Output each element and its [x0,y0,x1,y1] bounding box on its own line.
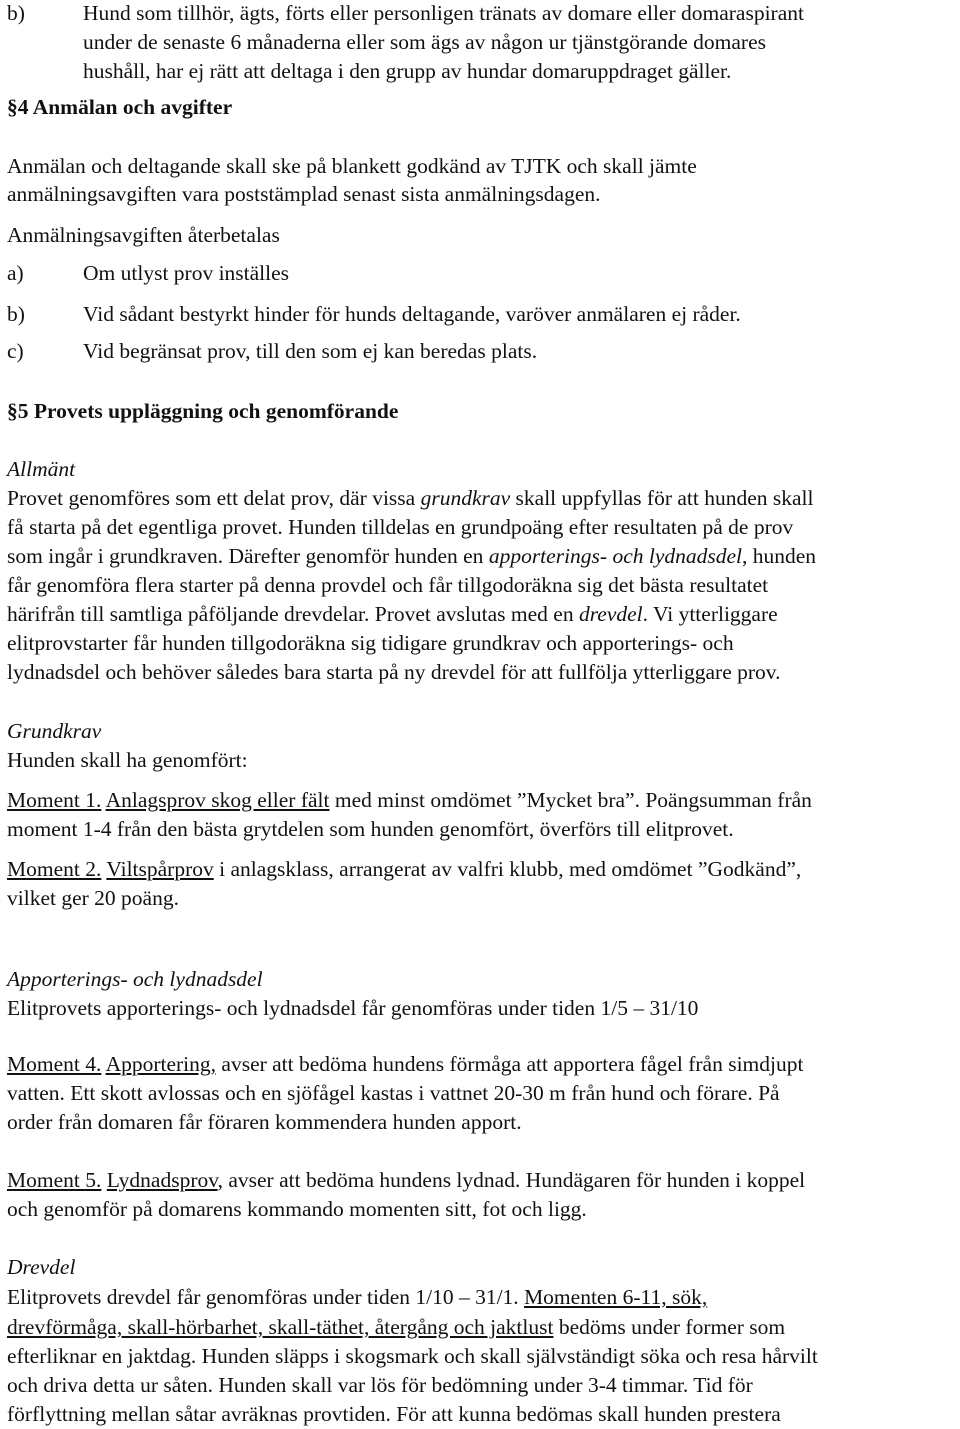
subsection-title: Apporterings- och lydnadsdel [7,967,263,991]
paragraph-line: Elitprovets drevdel får genomföras under tiden 1/10 – 31/1. Momenten 6-11, sök, [7,1285,708,1309]
list-item [7,259,957,288]
moment-label: Moment 2. [7,857,102,881]
paragraph-line: Provet genomföres som ett delat prov, där vissa grundkrav skall uppfyllas för att hunden skall [7,486,814,510]
paragraph-line: förflyttning mellan såtar avräknas provtiden. För att kunna bedömas skall hunden prestera [7,1402,781,1426]
item-label: b) [7,1,25,25]
subsection-title: Grundkrav [7,719,102,743]
paragraph-line: Hunden skall ha genomfört: [7,748,248,772]
paragraph-line: order från domaren får föraren kommendera hunden apport. [7,1110,522,1134]
paragraph-line: som ingår i grundkraven. Därefter genomför hunden en apporterings- och lydnadsdel, hunden [7,544,817,568]
section-symbol: § [7,95,18,119]
paragraph-line: elitprovstarter får hunden tillgodoräkna sig tidigare grundkrav och apporterings- och [7,631,734,655]
section-heading-text: 4 Anmälan och avgifter [17,95,233,119]
item-text-line: Hund som tillhör, ägts, förts eller personligen tränats av domare eller domaraspirant [83,1,804,25]
paragraph-line: moment 1-4 från den bästa grytdelen som hunden genomfört, överförs till elitprovet. [7,817,734,841]
refund-title: Anmälningsavgiften återbetalas [7,223,280,247]
paragraph-line: och genomför på domarens kommando momenten sitt, fot och ligg. [7,1197,587,1221]
paragraph-line: härifrån till samtliga påföljande drevdelar. Provet avslutas med en drevdel. Vi ytterliggare [7,602,778,626]
moment-label: Moment 1. [7,788,102,812]
paragraph-line: får genomföra flera starter på denna provdel och får tillgodoräkna sig det bästa resultatet [7,573,769,597]
paragraph-line: Anmälan och deltagande skall ske på blankett godkänd av TJTK och skall jämte [7,154,697,178]
moment-name: Apportering, [105,1052,217,1076]
moment-1: Moment 1. Anlagsprov skog eller fält med minst omdömet ”Mycket bra”. Poängsumman från [7,788,812,812]
moment-name: Anlagsprov skog eller fält [105,788,330,812]
moment-label: Moment 4. [7,1052,102,1076]
moment-5: Moment 5. Lydnadsprov, avser att bedöma hundens lydnad. Hundägaren för hunden i koppel [7,1168,806,1192]
item-text: Om utlyst prov inställes [83,261,290,285]
item-text: Vid sådant bestyrkt hinder för hunds deltagande, varöver anmälaren ej råder. [83,302,741,326]
paragraph-line: vatten. Ett skott avlossas och en sjöfågel kastas i vattnet 20-30 m från hund och förare. På [7,1081,780,1105]
section-heading [7,397,957,426]
paragraph-line: vilket ger 20 poäng. [7,886,179,910]
moment-name: Viltspårprov [106,857,214,881]
paragraph-line: få starta på det egentliga provet. Hunden tilldelas en grundpoäng efter resultaten på de prov [7,515,794,539]
section-heading [7,93,957,122]
paragraph-line: Elitprovets apporterings- och lydnadsdel får genomföras under tiden 1/5 – 31/10 [7,996,699,1020]
paragraph-line: efterliknar en jaktdag. Hunden släpps i skogsmark och skall självständigt söka och resa hårvilt [7,1344,818,1368]
list-item [7,337,957,366]
item-label: a) [7,261,24,285]
moment-4: Moment 4. Apportering, avser att bedöma hundens förmåga att apportera fågel från simdjupt [7,1052,804,1076]
paragraph-line: lydnadsdel och behöver således bara starta på ny drevdel för att fullfölja ytterliggare prov. [7,660,781,684]
subsection-title: Allmänt [7,457,76,481]
paragraph-line: drevförmåga, skall-hörbarhet, skall-täthet, återgång och jaktlust bedöms under former som [7,1315,786,1339]
moment-2: Moment 2. Viltspårprov i anlagsklass, arrangerat av valfri klubb, med omdömet ”Godkänd”, [7,857,802,881]
subsection-title: Drevdel [7,1255,76,1279]
moment-label: Moment 5. [7,1168,102,1192]
item-label: c) [7,339,24,363]
section-heading-text: 5 Provets uppläggning och genomförande [17,399,399,423]
item-text: Vid begränsat prov, till den som ej kan beredas plats. [83,339,538,363]
moment-name: Lydnadsprov [106,1168,218,1192]
prev-item-b-line: hushåll, har ej rätt att deltaga i den grupp av hundar domaruppdraget gäller. [83,59,732,83]
paragraph-line: och driva detta ur såten. Hunden skall var lös för bedömning under 3-4 timmar. Tid för [7,1373,753,1397]
paragraph-line: anmälningsavgiften vara poststämplad senast sista anmälningsdagen. [7,182,601,206]
prev-item-b [7,0,957,28]
list-item [7,300,957,329]
item-label: b) [7,302,25,326]
section-symbol: § [7,399,18,423]
prev-item-b-line: under de senaste 6 månaderna eller som ägs av någon ur tjänstgörande domares [83,30,766,54]
